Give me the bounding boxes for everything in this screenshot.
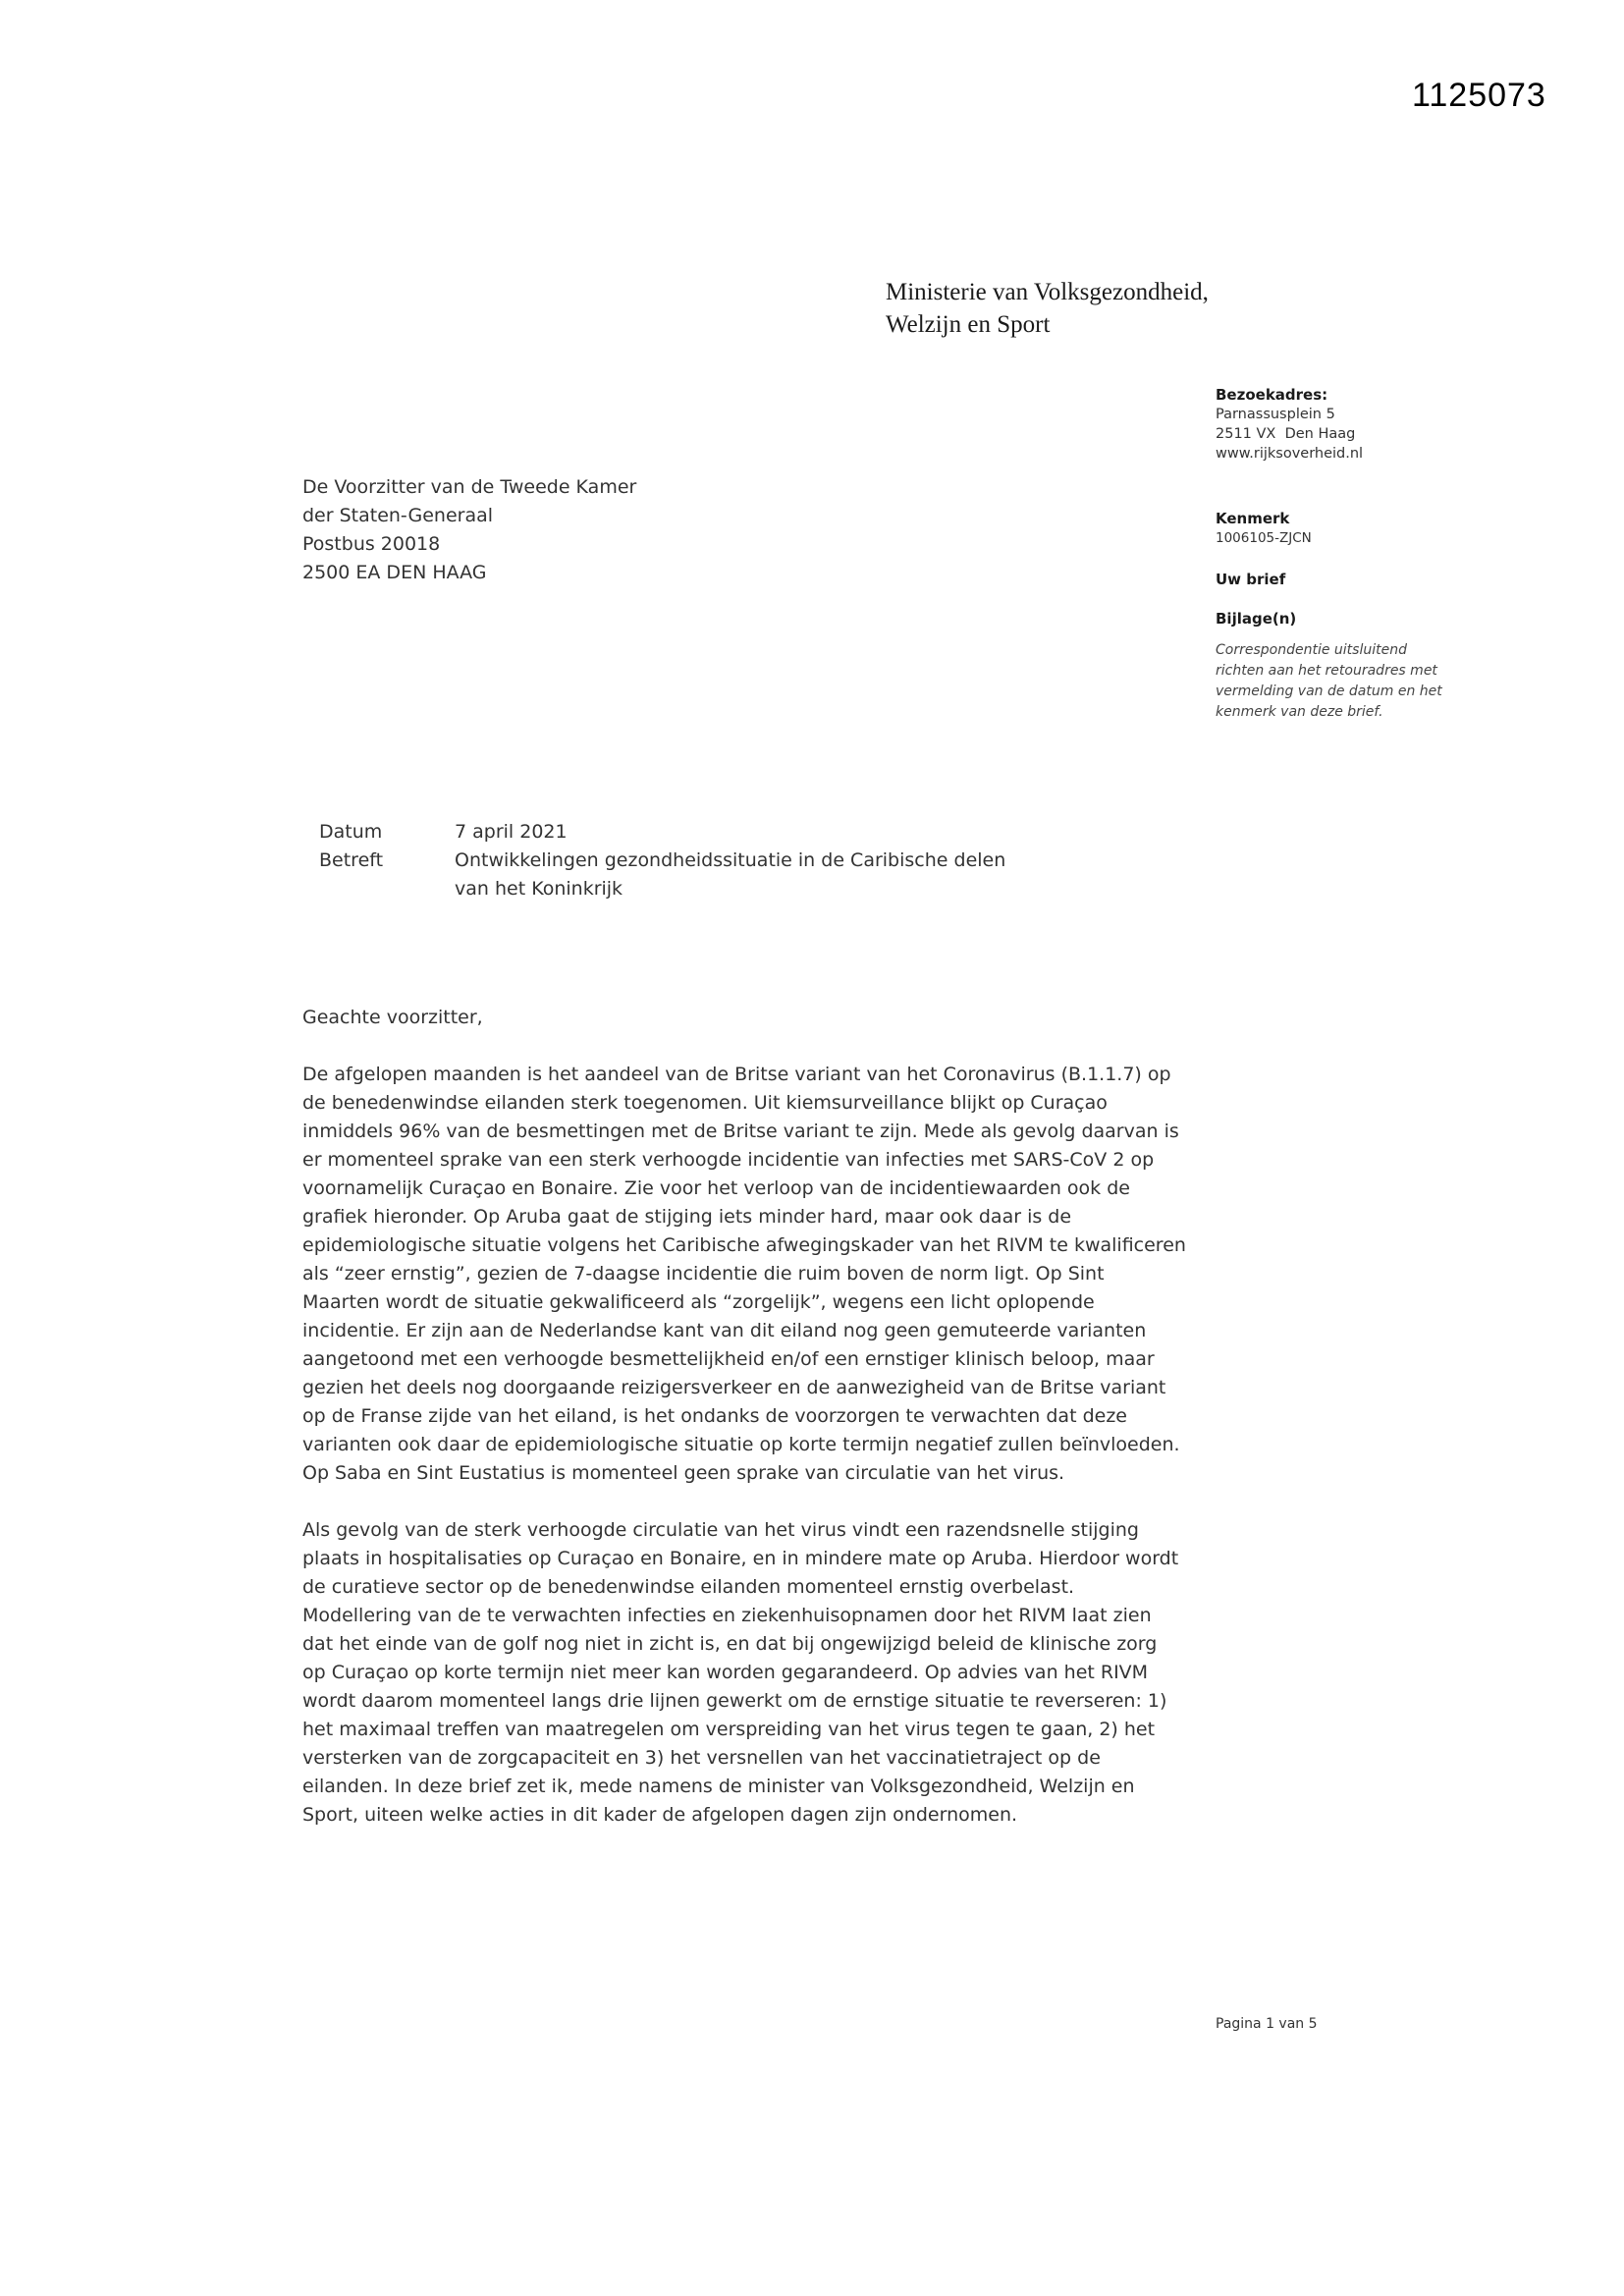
ministry-name-line1: Ministerie van Volksgezondheid, bbox=[886, 279, 1209, 305]
recipient-line: De Voorzitter van de Tweede Kamer bbox=[302, 476, 637, 498]
letter-sidebar bbox=[1216, 385, 1456, 723]
recipient-line: Postbus 20018 bbox=[302, 533, 441, 555]
bijlagen-label: Bijlage(n) bbox=[1216, 610, 1297, 628]
letter-meta bbox=[319, 818, 1014, 903]
datum-value: 7 april 2021 bbox=[455, 821, 568, 843]
body-paragraph: De afgelopen maanden is het aandeel van de Britse variant van het Coronavirus (B.1.1.7) op de benedenwindse eilanden sterk toegenomen. Uit kiemsurveillance blijkt op Curaçao inmiddels 96% van de besmettingen met de Britse variant te zijn. Mede als gevolg daarvan is er momenteel sprake van een sterk verhoogde incidentie van infecties met SARS-CoV 2 op voornamelijk Curaçao en Bonaire. Zie voor het verloop van de incidentiewaarden ook de grafiek hieronder. Op Aruba gaat de stijging iets minder hard, maar ook daar is de epidemiologische situatie volgens het Caribische afwegingskader van het RIVM te kwalificeren als “zeer ernstig”, gezien de 7-daagse incidentie die ruim boven de norm ligt. Op Sint Maarten wordt de situatie gekwalificeerd als “zorgelijk”, wegens een licht oplopende incidentie. Er zijn aan de Nederlandse kant van dit eiland nog geen gemuteerde varianten aangetoond met een verhoogde besmettelijkheid en/of een ernstiger klinisch beloop, maar gezien het deels nog doorgaande reizigersverkeer en de aanwezigheid van de Britse variant op de Franse zijde van het eiland, is het ondanks de voorzorgen te verwachten dat deze varianten ook daar de epidemiologische situatie op korte termijn negatief zullen beïnvloeden. Op Saba en Sint Eustatius is momenteel geen sprake van circulatie van het virus. bbox=[302, 1064, 1186, 1484]
datum-row bbox=[319, 818, 1014, 847]
betreft-value: Ontwikkelingen gezondheidssituatie in de Caribische delen van het Koninkrijk bbox=[455, 849, 1006, 900]
recipient-line: der Staten-Generaal bbox=[302, 505, 494, 526]
visit-address-label: Bezoekadres: bbox=[1216, 386, 1328, 404]
website-url: www.rijksoverheid.nl bbox=[1216, 446, 1364, 462]
betreft-label: Betreft bbox=[319, 849, 384, 871]
body-paragraph: Als gevolg van de sterk verhoogde circulatie van het virus vindt een razendsnelle stijging plaats in hospitalisaties op Curaçao en Bonaire, en in mindere mate op Aruba. Hierdoor wordt de curatieve sector op de benedenwindse eilanden momenteel ernstig overbelast. Modellering van de te verwachten infecties en ziekenhuisopnamen door het RIVM laat zien dat het einde van de golf nog niet in zicht is, en dat bij ongewijzigd beleid de klinische zorg op Curaçao op korte termijn niet meer kan worden gegarandeerd. Op advies van het RIVM wordt daarom momenteel langs drie lijnen gewerkt om de ernstige situatie te reverseren: 1) het maximaal treffen van maatregelen om verspreiding van het virus tegen te gaan, 2) het versterken van de zorgcapaciteit en 3) het versnellen van het vaccinatietraject op de eilanden. In deze brief zet ik, mede namens de minister van Volksgezondheid, Welzijn en Sport, uiteen welke acties in dit kader de afgelopen dagen zijn ondernomen. bbox=[302, 1519, 1179, 1826]
kenmerk-value: 1006105-ZJCN bbox=[1216, 530, 1312, 546]
ministry-name bbox=[886, 276, 1209, 341]
recipient-address bbox=[302, 473, 636, 587]
kenmerk-label: Kenmerk bbox=[1216, 510, 1290, 527]
visit-address-line: 2511 VX Den Haag bbox=[1216, 426, 1356, 442]
document-number-stamp: 1125073 bbox=[1412, 77, 1546, 114]
uw-brief-label: Uw brief bbox=[1216, 571, 1286, 588]
page-indicator: Pagina 1 van 5 bbox=[1216, 2016, 1318, 2032]
salutation: Geachte voorzitter, bbox=[302, 1007, 483, 1028]
letter-body bbox=[302, 1004, 1186, 1858]
betreft-row bbox=[319, 847, 1014, 903]
correspondence-note: Correspondentie uitsluitend richten aan het retouradres met vermelding van de datum en het kenmerk van deze brief. bbox=[1216, 642, 1442, 720]
recipient-line: 2500 EA DEN HAAG bbox=[302, 562, 487, 583]
visit-address-line: Parnassusplein 5 bbox=[1216, 407, 1335, 422]
datum-label: Datum bbox=[319, 821, 383, 843]
ministry-name-line2: Welzijn en Sport bbox=[886, 311, 1051, 338]
